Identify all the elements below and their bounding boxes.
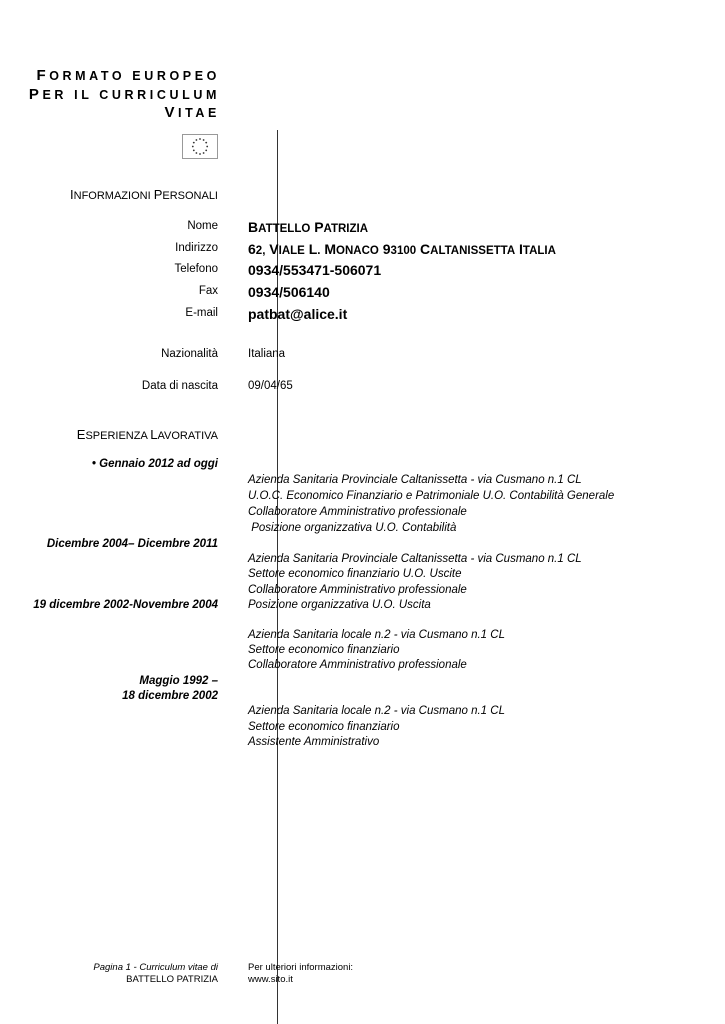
- phone-label: Telefono: [174, 263, 218, 275]
- cv-title-line3: VITAE: [164, 104, 220, 121]
- cv-title-line2: PER IL CURRICULUM: [28, 86, 220, 103]
- date-entry: 19 dicembre 2002-Novembre 2004: [33, 599, 218, 611]
- date-text: Gennaio 2012 ad oggi: [99, 458, 218, 470]
- nationality-value: Italiana: [248, 348, 286, 360]
- job-line: Azienda Sanitaria Provinciale Caltanissetta - via Cusmano n.1 CL: [248, 553, 582, 565]
- job-line: Azienda Sanitaria Provinciale Caltanissetta - via Cusmano n.1 CL: [248, 474, 582, 486]
- job-line: Collaboratore Amministrativo professionale: [248, 584, 467, 596]
- date-entry: Maggio 1992 –: [139, 675, 218, 687]
- email-value[interactable]: patbat@alice.it: [248, 306, 348, 322]
- fax-label: Fax: [198, 285, 218, 297]
- job-line: Assistente Amministrativo: [248, 736, 380, 748]
- job-line: U.O.C. Economico Finanziario e Patrimoniale U.O. Contabilità Generale: [248, 490, 615, 502]
- footer-name: BATTELLO PATRIZIA: [126, 974, 218, 985]
- section-title-personal: INFORMAZIONI PERSONALI: [70, 187, 218, 202]
- footer-more-info: Per ulteriori informazioni:: [248, 962, 354, 973]
- job-line: Azienda Sanitaria locale n.2 - via Cusmano n.1 CL: [248, 629, 505, 641]
- job-line: Collaboratore Amministrativo professionale: [248, 659, 467, 671]
- name-value: BATTELLO PATRIZIA: [248, 219, 369, 235]
- job-line: Posizione organizzativa U.O. Uscita: [248, 599, 431, 611]
- birth-value: 09/04/65: [248, 380, 293, 392]
- eu-flag-icon: [182, 134, 218, 159]
- job-line: Settore economico finanziario: [248, 721, 400, 733]
- section-title-experience: ESPERIENZA LAVORATIVA: [76, 427, 218, 442]
- phone-value: 0934/553471-506071: [248, 262, 382, 278]
- date-entry: Dicembre 2004– Dicembre 2011: [46, 538, 218, 550]
- job-line: Settore economico finanziario U.O. Uscite: [248, 568, 462, 580]
- cv-title-line1: FORMATO EUROPEO: [36, 67, 220, 84]
- job-line: Collaboratore Amministrativo professionale: [248, 506, 467, 518]
- fax-value: 0934/506140: [248, 284, 330, 300]
- birth-label: Data di nascita: [141, 380, 218, 392]
- name-label: Nome: [187, 220, 218, 232]
- nationality-label: Nazionalità: [161, 348, 218, 360]
- email-label: E-mail: [185, 307, 218, 319]
- job-line: Azienda Sanitaria locale n.2 - via Cusmano n.1 CL: [248, 705, 505, 717]
- date-entry: • Gennaio 2012 ad oggi: [91, 458, 218, 470]
- job-line: Settore economico finanziario: [248, 644, 400, 656]
- address-value: 62, VIALE L. MONACO 93100 CALTANISSETTA ITALIA: [248, 241, 556, 257]
- job-line: Posizione organizzativa U.O. Contabilità: [248, 522, 457, 534]
- footer-website[interactable]: www.sito.it: [248, 974, 293, 985]
- address-label: Indirizzo: [175, 242, 218, 254]
- date-entry: 18 dicembre 2002: [122, 690, 218, 702]
- footer-page-info: Pagina 1 - Curriculum vitae di: [93, 962, 218, 973]
